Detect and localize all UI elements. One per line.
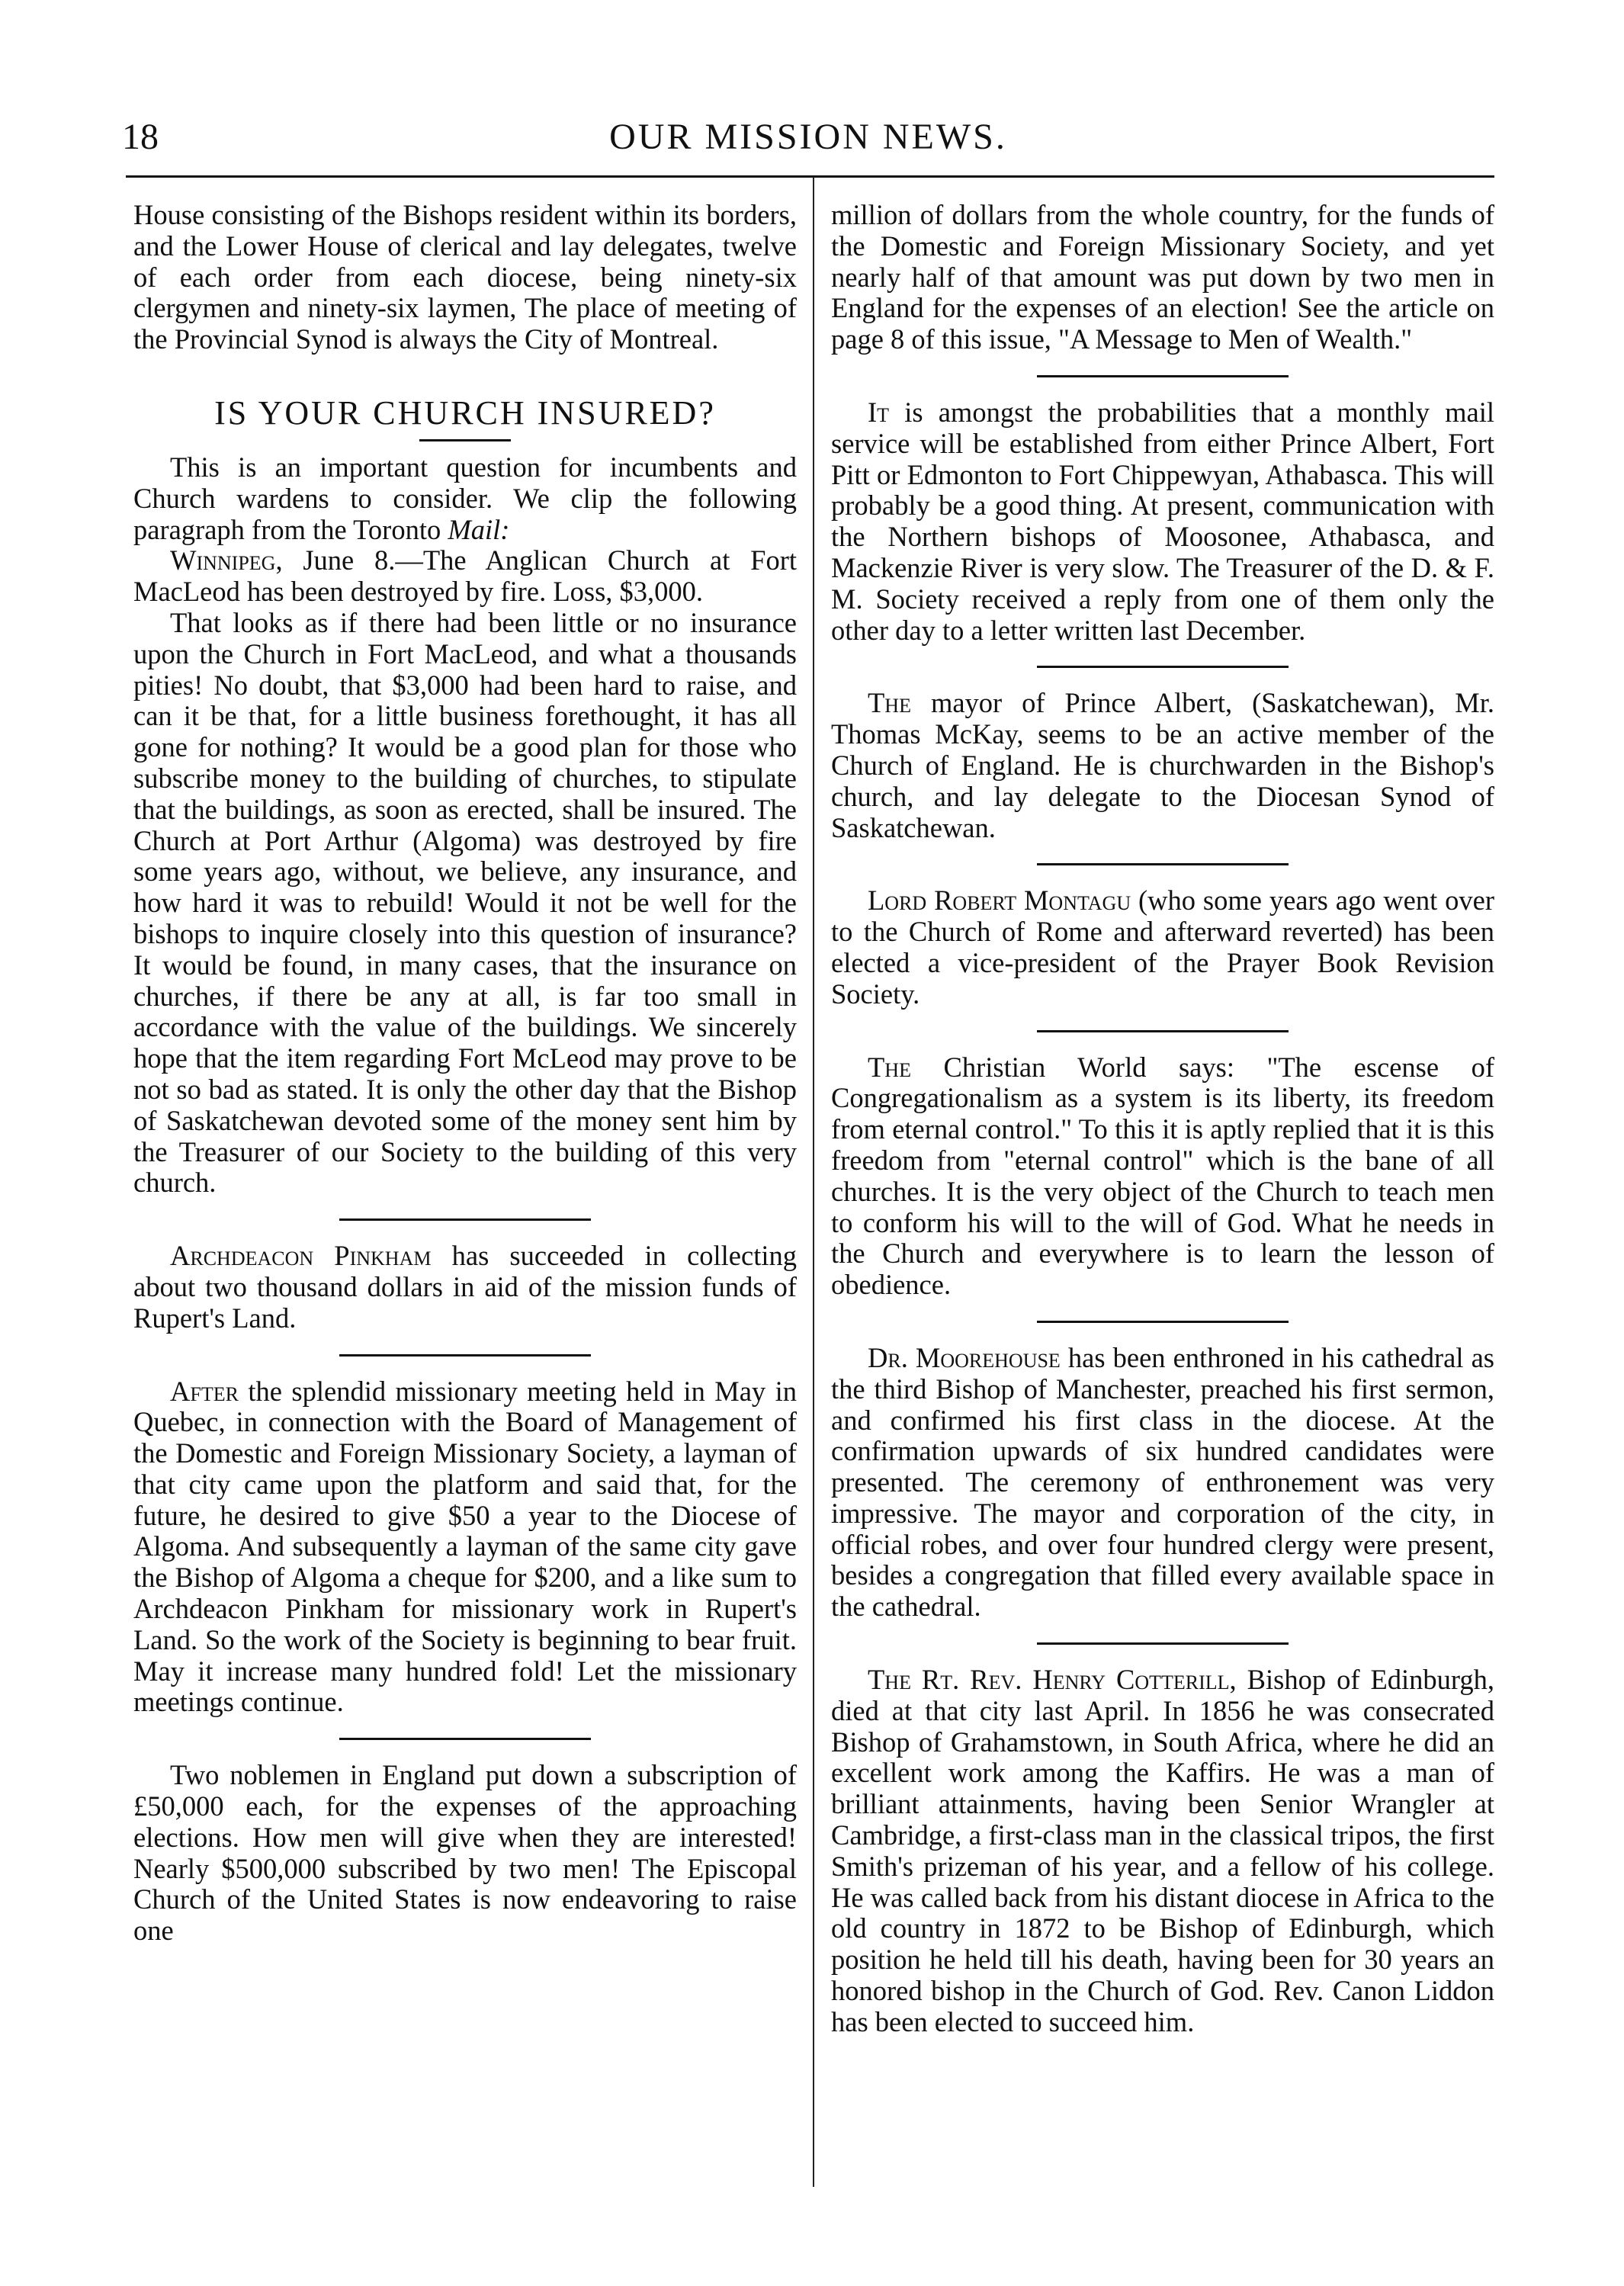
article-paragraph: This is an important question for incumbents and Church wardens to consider. We clip the following paragraph from the Toronto Mail: [133,451,797,545]
heading-rule [419,439,511,441]
section-divider [1037,375,1289,377]
page-header [122,114,1494,175]
right-column [831,200,1494,2038]
running-title: OUR MISSION NEWS. [609,117,1007,157]
article-paragraph: It is amongst the probabilities that a monthly mail service will be established from either Prince Albert, Fort Pitt or Edmonton to Fort Chippewyan, Athabasca. This will probably be a good thing. At present, communication with the Northern bishops of Moosonee, Athabasca, and Mackenzie River is very slow. The Treasurer of the D. & F. M. Society received a reply from one of them only the other day to a letter written last December. [831,396,1494,646]
article-paragraph: After the splendid missionary meeting held in May in Quebec, in connection with the Board of Management of the Domestic and Foreign Missionary Society, a layman of that city came upon the platform and said that, for the future, he desired to give $50 a year to the Diocese of Algoma. And subsequently a layman of the same city gave the Bishop of Algoma a cheque for $200, and a like sum to Archdeacon Pinkham for missionary work in Rupert's Land. So the work of the Society is beginning to bear fruit. May it increase many hundred fold! Let the missionary meetings continue. [133,1375,797,1718]
article-paragraph: Two noblemen in England put down a subscription of £50,000 each, for the expenses of the approaching elections. How men will give when they are interested! Nearly $500,000 subscribed by two men! The Episcopal Church of the United States is now endeavoring to raise one [133,1759,797,1947]
column-divider [813,177,814,2187]
section-divider [339,1218,591,1221]
article-paragraph: million of dollars from the whole country, for the funds of the Domestic and Foreign Missionary Society, and yet nearly half of that amount was put down by two men in England for the expenses of an election! See the article on page 8 of this issue, "A Message to Men of Wealth." [831,199,1494,355]
article-paragraph: That looks as if there had been little or no insurance upon the Church in Fort MacLeod, and what a thousands pities! No doubt, that $3,000 had been hard to raise, and can it be that, for a little business forethought, it has all gone for nothing? It would be a good plan for those who subscribe money to the building of churches, to stipulate that the buildings, as soon as erected, shall be insured. The Church at Port Arthur (Algoma) was destroyed by fire some years ago, without, we believe, any insurance, and how hard it was to rebuild! Would it not be well for the bishops to inquire closely into this question of insurance? It would be found, in many cases, that the insurance on churches, if there be any at all, is far too small in accordance with the value of the buildings. We sincerely hope that the item regarding Fort McLeod may prove to be not so bad as stated. It is only the other day that the Bishop of Saskatchewan devoted some of the money sent him by the Treasurer of our Society to the building of this very church. [133,606,797,1199]
header-rule [126,175,1494,178]
article-paragraph: The Rt. Rev. Henry Cotterill, Bishop of Edinburgh, died at that city last April. In 1856 he was consecrated Bishop of Grahamstown, in South Africa, where he did an excellent work among the Kaffirs. He was a man of brilliant attainments, having been Senior Wrangler at Cambridge, a first-class man in the classical tripos, the first Smith's prizeman of his year, and a fellow of his college. He was called back from his distant diocese in Africa to the old country in 1872 to be Bishop of Edinburgh, which position he held till his death, having been for 30 years an honored bishop in the Church of God. Rev. Canon Liddon has been elected to succeed him. [831,1664,1495,2037]
article-paragraph: Lord Robert Montagu (who some years ago went over to the Church of Rome and afterward reverted) has been elected a vice-president of the Prayer Book Revision Society. [831,885,1494,1010]
article-paragraph: House consisting of the Bishops resident within its borders, and the Lower House of clerical and lay delegates, twelve of each order from each diocese, being ninety-six clergymen and ninety-six laymen, The place of meeting of the Provincial Synod is always the City of Montreal. [133,199,797,355]
section-divider [339,1738,591,1740]
left-column [133,200,797,1947]
section-divider [1037,863,1289,865]
section-divider [1037,1321,1289,1323]
article-paragraph: Archdeacon Pinkham has succeeded in collecting about two thousand dollars in aid of the mission funds of Rupert's Land. [133,1240,797,1334]
article-paragraph: The Christian World says: "The escense of Congregationalism as a system is its liberty, its freedom from eternal control." To this it is aptly replied that it is this freedom from "eternal control" which is the bane of all churches. It is the very object of the Church to teach men to conform his will to the will of God. What he needs in the Church and everywhere is to learn the lesson of obedience. [831,1051,1494,1301]
section-divider [339,1354,591,1357]
dateline: Winnipeg, [170,544,283,576]
source-name: Mail: [448,513,510,545]
section-divider [1037,1030,1289,1032]
quoted-dispatch: Winnipeg, June 8.—The Anglican Church at Fort MacLeod has been destroyed by fire. Loss, $3,000. [133,544,797,608]
article-paragraph: Dr. Moorehouse has been enthroned in his cathedral as the third Bishop of Manchester, preached his first sermon, and confirmed his first class in the diocese. At the confirmation upwards of six hundred candidates were presented. The ceremony of enthronement was very impressive. The mayor and corporation of the city, in official robes, and over four hundred clergy were present, besides a congregation that filled every available space in the cathedral. [831,1341,1494,1623]
article-paragraph: The mayor of Prince Albert, (Saskatchewan), Mr. Thomas McKay, seems to be an active member of the Church of England. He is churchwarden in the Bishop's church, and lay delegate to the Diocesan Synod of Saskatchewan. [831,687,1494,843]
section-divider [1037,1642,1289,1645]
section-divider [1037,666,1289,668]
section-heading: IS YOUR CHURCH INSURED? [214,393,716,432]
page-number: 18 [122,117,159,157]
